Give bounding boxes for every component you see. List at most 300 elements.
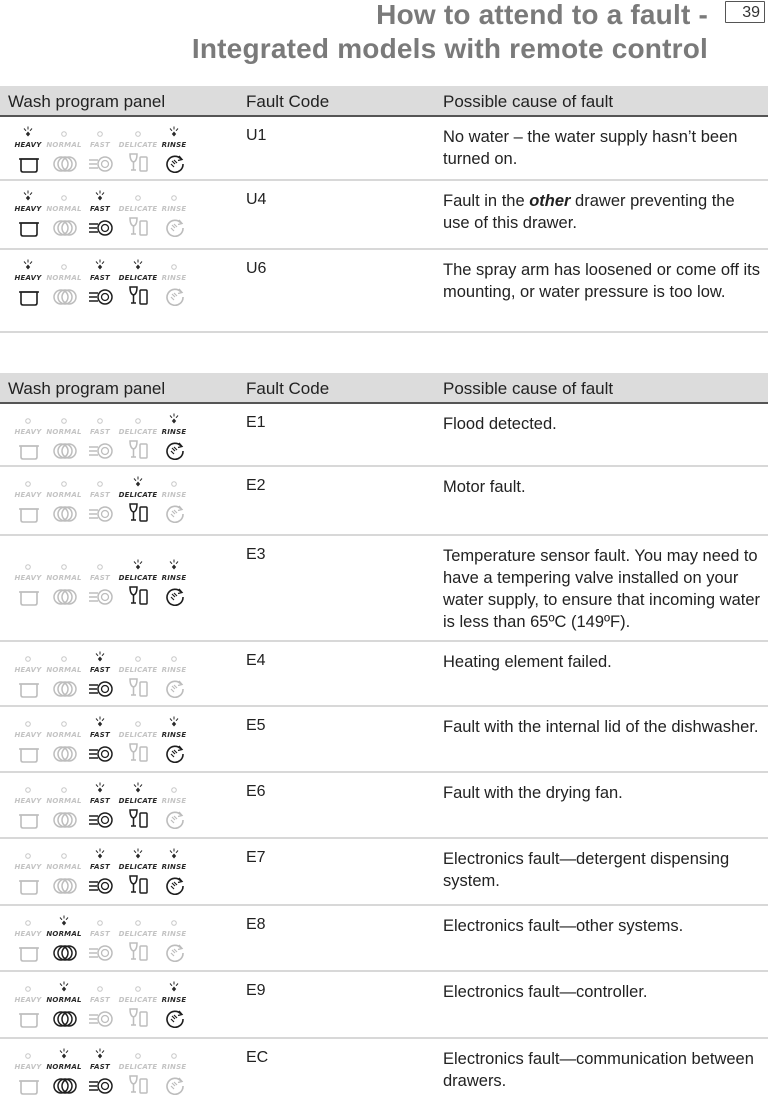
indicator-light-off-icon (21, 650, 35, 664)
program-label: NORMAL (46, 666, 82, 674)
wash-program-panel (8, 412, 198, 464)
wash-program-panel (8, 125, 198, 177)
program-slot-fast (80, 258, 120, 310)
table-row (0, 972, 768, 1039)
header-wash-program-panel: Wash program panel (8, 379, 166, 398)
program-label: RINSE (161, 930, 187, 938)
program-slot-delicate (118, 412, 158, 464)
indicator-light-off-icon (21, 558, 35, 572)
table-row (0, 1039, 768, 1099)
program-label: HEAVY (14, 863, 42, 871)
program-slot-rinse (154, 189, 194, 241)
fault-cause: Fault with the internal lid of the dishwasher. (443, 718, 759, 736)
program-label: RINSE (161, 731, 187, 739)
table-header (0, 86, 768, 117)
indicator-light-off-icon (57, 650, 71, 664)
plates-icon (52, 1006, 78, 1028)
indicator-light-off-icon (167, 189, 181, 203)
cause-emphasis: other (529, 192, 571, 210)
program-slot-normal (44, 558, 84, 610)
program-slot-normal (44, 847, 84, 899)
indicator-light-off-icon (57, 258, 71, 272)
indicator-light-on-icon (93, 189, 107, 203)
indicator-light-on-icon (167, 558, 181, 572)
wash-program-panel (8, 715, 198, 767)
pot-icon (16, 151, 42, 173)
indicator-light-off-icon (131, 914, 145, 928)
indicator-light-on-icon (57, 980, 71, 994)
program-label: DELICATE (118, 666, 158, 674)
program-slot-rinse (154, 980, 194, 1032)
program-slot-normal (44, 650, 84, 702)
indicator-light-off-icon (57, 847, 71, 861)
rinse-icon (162, 676, 188, 698)
indicator-light-on-icon (57, 1047, 71, 1061)
program-slot-heavy (8, 258, 48, 310)
pot-icon (16, 741, 42, 763)
fault-cause (443, 190, 761, 234)
rinse-icon (162, 284, 188, 306)
fast-plate-icon (88, 873, 114, 895)
glasses-icon (126, 215, 152, 237)
rinse-icon (162, 438, 188, 460)
program-label: DELICATE (118, 1063, 158, 1071)
program-slot-fast (80, 847, 120, 899)
table-row (0, 467, 768, 536)
program-label: DELICATE (118, 205, 158, 213)
wash-program-panel (8, 650, 198, 702)
program-slot-heavy (8, 125, 48, 177)
indicator-light-on-icon (131, 781, 145, 795)
fast-plate-icon (88, 584, 114, 606)
program-slot-delicate (118, 914, 158, 966)
header-possible-cause: Possible cause of fault (443, 92, 614, 111)
table-row (0, 839, 768, 906)
fast-plate-icon (88, 741, 114, 763)
rinse-icon (162, 873, 188, 895)
plates-icon (52, 151, 78, 173)
fault-table-e-codes (0, 373, 768, 1099)
plates-icon (52, 807, 78, 829)
indicator-light-off-icon (57, 475, 71, 489)
program-slot-heavy (8, 189, 48, 241)
program-label: RINSE (161, 574, 187, 582)
indicator-light-on-icon (93, 781, 107, 795)
pot-icon (16, 584, 42, 606)
indicator-light-off-icon (93, 475, 107, 489)
fault-cause: Electronics fault—controller. (443, 983, 648, 1001)
program-slot-rinse (154, 847, 194, 899)
glasses-icon (126, 940, 152, 962)
table-row (0, 404, 768, 467)
program-slot-delicate (118, 847, 158, 899)
program-slot-rinse (154, 558, 194, 610)
program-label: RINSE (161, 428, 187, 436)
program-label: RINSE (161, 996, 187, 1004)
program-label: RINSE (161, 863, 187, 871)
program-slot-delicate (118, 475, 158, 527)
pot-icon (16, 1006, 42, 1028)
indicator-light-off-icon (21, 1047, 35, 1061)
program-label: NORMAL (46, 274, 82, 282)
program-label: HEAVY (14, 428, 42, 436)
fault-cause: Electronics fault—other systems. (443, 917, 684, 935)
program-label: NORMAL (46, 205, 82, 213)
wash-program-panel (8, 980, 198, 1032)
plates-icon (52, 215, 78, 237)
indicator-light-off-icon (21, 914, 35, 928)
fast-plate-icon (88, 676, 114, 698)
program-label: FAST (90, 797, 110, 805)
fast-plate-icon (88, 438, 114, 460)
fault-cause: No water – the water supply hasn’t been turned on. (443, 128, 738, 168)
indicator-light-on-icon (167, 412, 181, 426)
program-slot-delicate (118, 715, 158, 767)
program-label: NORMAL (46, 731, 82, 739)
program-slot-normal (44, 258, 84, 310)
program-label: NORMAL (46, 574, 82, 582)
indicator-light-on-icon (167, 980, 181, 994)
program-slot-rinse (154, 412, 194, 464)
indicator-light-off-icon (93, 412, 107, 426)
wash-program-panel (8, 914, 198, 966)
indicator-light-on-icon (21, 258, 35, 272)
indicator-light-on-icon (57, 914, 71, 928)
program-slot-fast (80, 781, 120, 833)
program-slot-heavy (8, 914, 48, 966)
rinse-icon (162, 215, 188, 237)
program-label: RINSE (161, 205, 187, 213)
fast-plate-icon (88, 940, 114, 962)
indicator-light-on-icon (131, 847, 145, 861)
program-label: DELICATE (118, 428, 158, 436)
indicator-light-on-icon (93, 715, 107, 729)
plates-icon (52, 873, 78, 895)
fault-code: E6 (246, 783, 266, 800)
program-slot-fast (80, 475, 120, 527)
fast-plate-icon (88, 1006, 114, 1028)
indicator-light-off-icon (57, 558, 71, 572)
pot-icon (16, 676, 42, 698)
indicator-light-on-icon (131, 258, 145, 272)
table-row (0, 181, 768, 250)
fault-cause: Electronics fault—communication between drawers. (443, 1050, 754, 1090)
program-label: HEAVY (14, 141, 42, 149)
program-slot-fast (80, 558, 120, 610)
program-slot-rinse (154, 914, 194, 966)
program-label: FAST (90, 205, 110, 213)
pot-icon (16, 284, 42, 306)
program-slot-fast (80, 412, 120, 464)
rinse-icon (162, 940, 188, 962)
page-title-line1: How to attend to a fault - (376, 0, 708, 30)
program-slot-fast (80, 650, 120, 702)
fault-code: E9 (246, 982, 266, 999)
indicator-light-off-icon (57, 715, 71, 729)
program-label: HEAVY (14, 1063, 42, 1071)
program-slot-fast (80, 715, 120, 767)
header-fault-code: Fault Code (246, 379, 330, 398)
plates-icon (52, 741, 78, 763)
fault-cause: Electronics fault—detergent dispensing system. (443, 850, 730, 890)
program-label: DELICATE (118, 274, 158, 282)
fast-plate-icon (88, 151, 114, 173)
program-label: RINSE (161, 797, 187, 805)
wash-program-panel (8, 475, 198, 527)
program-slot-normal (44, 914, 84, 966)
program-label: HEAVY (14, 205, 42, 213)
program-slot-rinse (154, 1047, 194, 1099)
glasses-icon (126, 676, 152, 698)
fault-table-u-codes (0, 86, 768, 333)
program-label: FAST (90, 574, 110, 582)
plates-icon (52, 438, 78, 460)
wash-program-panel (8, 1047, 198, 1099)
program-label: DELICATE (118, 996, 158, 1004)
indicator-light-off-icon (21, 847, 35, 861)
program-label: NORMAL (46, 996, 82, 1004)
indicator-light-on-icon (131, 558, 145, 572)
program-label: DELICATE (118, 863, 158, 871)
indicator-light-on-icon (131, 475, 145, 489)
program-slot-delicate (118, 189, 158, 241)
table-row (0, 707, 768, 773)
header-possible-cause: Possible cause of fault (443, 379, 614, 398)
wash-program-panel (8, 847, 198, 899)
fault-cause: Temperature sensor fault. You may need to have a tempering valve installed on your water supply, to ensure that incoming water is less than 65ºC (149ºF). (443, 547, 761, 631)
rinse-icon (162, 151, 188, 173)
program-label: DELICATE (118, 797, 158, 805)
program-label: NORMAL (46, 141, 82, 149)
fast-plate-icon (88, 284, 114, 306)
program-label: FAST (90, 930, 110, 938)
indicator-light-off-icon (21, 475, 35, 489)
indicator-light-on-icon (167, 847, 181, 861)
cause-text-after: drawer preventing the use of this drawer. (443, 192, 735, 232)
program-slot-heavy (8, 847, 48, 899)
program-label: RINSE (161, 491, 187, 499)
pot-icon (16, 940, 42, 962)
indicator-light-off-icon (131, 189, 145, 203)
pot-icon (16, 215, 42, 237)
program-label: RINSE (161, 141, 187, 149)
fault-cause: Heating element failed. (443, 653, 612, 671)
program-label: FAST (90, 274, 110, 282)
glasses-icon (126, 1073, 152, 1095)
fault-code: U4 (246, 191, 267, 208)
fault-cause: The spray arm has loosened or come off its mounting, or water pressure is too low. (443, 261, 761, 301)
plates-icon (52, 501, 78, 523)
program-label: DELICATE (118, 731, 158, 739)
indicator-light-off-icon (131, 125, 145, 139)
program-slot-heavy (8, 715, 48, 767)
wash-program-panel (8, 258, 198, 310)
program-label: FAST (90, 1063, 110, 1071)
program-label: FAST (90, 666, 110, 674)
program-label: HEAVY (14, 996, 42, 1004)
program-slot-heavy (8, 980, 48, 1032)
fault-code: E4 (246, 652, 266, 669)
program-label: DELICATE (118, 574, 158, 582)
program-slot-rinse (154, 650, 194, 702)
glasses-icon (126, 151, 152, 173)
program-slot-rinse (154, 258, 194, 310)
fast-plate-icon (88, 807, 114, 829)
program-slot-normal (44, 189, 84, 241)
program-label: HEAVY (14, 797, 42, 805)
indicator-light-off-icon (21, 781, 35, 795)
pot-icon (16, 807, 42, 829)
pot-icon (16, 873, 42, 895)
fault-cause: Fault with the drying fan. (443, 784, 623, 802)
program-label: HEAVY (14, 274, 42, 282)
indicator-light-off-icon (21, 715, 35, 729)
fault-code: E3 (246, 546, 266, 563)
table-row (0, 906, 768, 972)
program-label: FAST (90, 731, 110, 739)
program-slot-normal (44, 125, 84, 177)
indicator-light-off-icon (57, 781, 71, 795)
fault-code: E8 (246, 916, 266, 933)
glasses-icon (126, 873, 152, 895)
indicator-light-on-icon (167, 125, 181, 139)
program-slot-fast (80, 980, 120, 1032)
glasses-icon (126, 1006, 152, 1028)
program-label: HEAVY (14, 666, 42, 674)
fault-code: E5 (246, 717, 266, 734)
rinse-icon (162, 584, 188, 606)
program-slot-fast (80, 1047, 120, 1099)
program-slot-normal (44, 412, 84, 464)
program-label: DELICATE (118, 491, 158, 499)
table-header (0, 373, 768, 404)
indicator-light-on-icon (93, 258, 107, 272)
program-label: FAST (90, 996, 110, 1004)
program-slot-fast (80, 125, 120, 177)
program-label: NORMAL (46, 930, 82, 938)
fault-code: E7 (246, 849, 266, 866)
rinse-icon (162, 1073, 188, 1095)
program-slot-normal (44, 781, 84, 833)
program-slot-delicate (118, 650, 158, 702)
program-slot-delicate (118, 125, 158, 177)
program-label: RINSE (161, 666, 187, 674)
pot-icon (16, 501, 42, 523)
indicator-light-off-icon (93, 980, 107, 994)
indicator-light-off-icon (131, 980, 145, 994)
indicator-light-off-icon (167, 475, 181, 489)
program-slot-rinse (154, 715, 194, 767)
fast-plate-icon (88, 501, 114, 523)
indicator-light-on-icon (93, 1047, 107, 1061)
program-label: HEAVY (14, 491, 42, 499)
indicator-light-off-icon (131, 715, 145, 729)
glasses-icon (126, 501, 152, 523)
indicator-light-off-icon (167, 781, 181, 795)
plates-icon (52, 1073, 78, 1095)
fast-plate-icon (88, 1073, 114, 1095)
program-label: FAST (90, 428, 110, 436)
wash-program-panel (8, 189, 198, 241)
indicator-light-off-icon (167, 650, 181, 664)
program-slot-delicate (118, 781, 158, 833)
plates-icon (52, 676, 78, 698)
indicator-light-off-icon (131, 412, 145, 426)
table-row (0, 250, 768, 333)
indicator-light-on-icon (93, 847, 107, 861)
indicator-light-off-icon (57, 412, 71, 426)
program-slot-delicate (118, 980, 158, 1032)
table-row (0, 536, 768, 642)
glasses-icon (126, 807, 152, 829)
program-slot-heavy (8, 1047, 48, 1099)
program-slot-fast (80, 189, 120, 241)
program-label: HEAVY (14, 930, 42, 938)
header-wash-program-panel: Wash program panel (8, 92, 166, 111)
glasses-icon (126, 741, 152, 763)
fault-code: EC (246, 1049, 269, 1066)
fault-code: U6 (246, 260, 267, 277)
indicator-light-on-icon (167, 715, 181, 729)
program-label: DELICATE (118, 141, 158, 149)
fault-code: U1 (246, 127, 267, 144)
indicator-light-on-icon (21, 125, 35, 139)
program-slot-rinse (154, 781, 194, 833)
indicator-light-off-icon (57, 125, 71, 139)
page-number: 39 (725, 1, 765, 23)
fault-code: E2 (246, 477, 266, 494)
indicator-light-off-icon (167, 1047, 181, 1061)
rinse-icon (162, 741, 188, 763)
program-slot-rinse (154, 125, 194, 177)
fault-cause: Flood detected. (443, 415, 557, 433)
program-label: DELICATE (118, 930, 158, 938)
indicator-light-off-icon (131, 650, 145, 664)
indicator-light-on-icon (21, 189, 35, 203)
program-slot-heavy (8, 781, 48, 833)
table-row (0, 773, 768, 839)
indicator-light-off-icon (93, 125, 107, 139)
indicator-light-off-icon (167, 258, 181, 272)
wash-program-panel (8, 781, 198, 833)
program-slot-normal (44, 475, 84, 527)
glasses-icon (126, 584, 152, 606)
table-row (0, 642, 768, 707)
pot-icon (16, 1073, 42, 1095)
fast-plate-icon (88, 215, 114, 237)
program-slot-normal (44, 715, 84, 767)
indicator-light-on-icon (93, 650, 107, 664)
program-label: NORMAL (46, 797, 82, 805)
program-slot-heavy (8, 558, 48, 610)
rinse-icon (162, 501, 188, 523)
program-label: NORMAL (46, 491, 82, 499)
indicator-light-off-icon (93, 914, 107, 928)
program-label: NORMAL (46, 428, 82, 436)
program-slot-heavy (8, 650, 48, 702)
wash-program-panel (8, 558, 198, 610)
plates-icon (52, 584, 78, 606)
plates-icon (52, 284, 78, 306)
program-label: HEAVY (14, 574, 42, 582)
indicator-light-off-icon (93, 558, 107, 572)
program-slot-normal (44, 1047, 84, 1099)
rinse-icon (162, 1006, 188, 1028)
program-slot-fast (80, 914, 120, 966)
program-slot-heavy (8, 475, 48, 527)
indicator-light-off-icon (57, 189, 71, 203)
program-slot-delicate (118, 258, 158, 310)
